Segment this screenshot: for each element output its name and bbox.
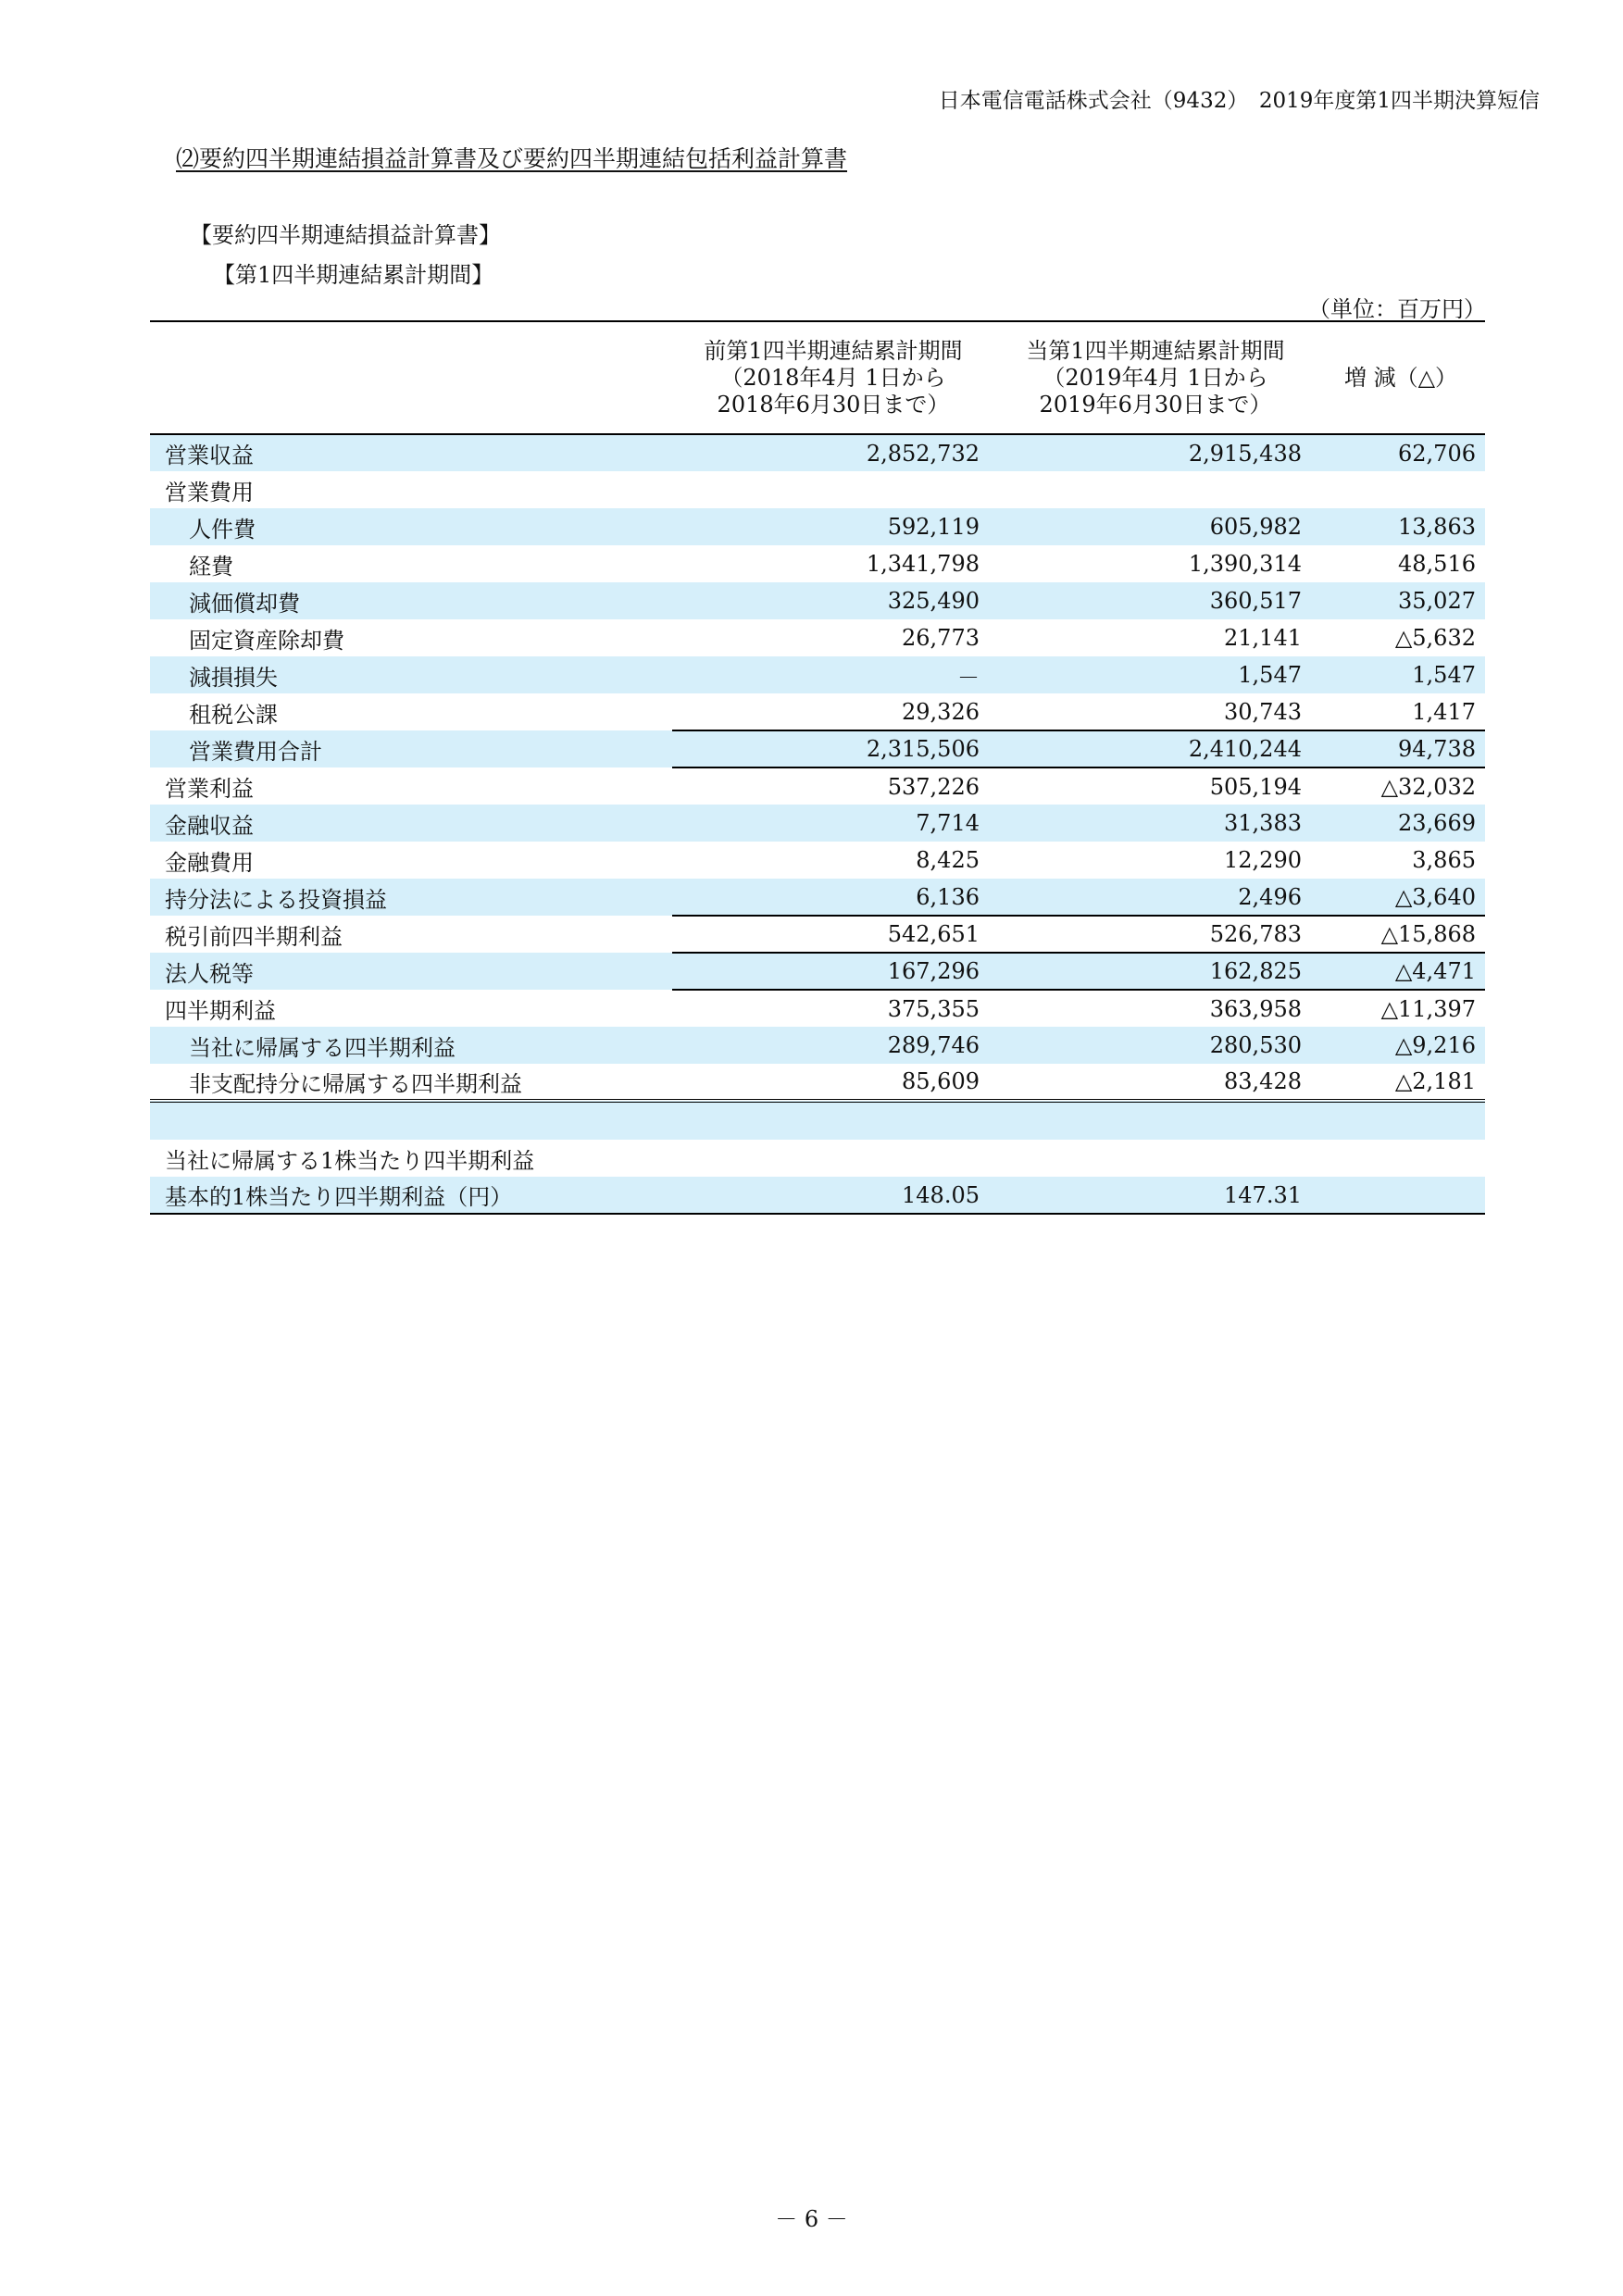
table-row xyxy=(150,842,1485,879)
row-prev-value: 85,609 xyxy=(902,1068,980,1094)
period-title: 【第1四半期連結累計期間】 xyxy=(213,262,494,288)
header-curr-period xyxy=(994,321,1317,434)
row-label: 減価償却費 xyxy=(150,582,672,619)
row-curr-value: 21,141 xyxy=(1224,625,1302,651)
header-curr-line1: 当第1四半期連結累計期間 xyxy=(1026,337,1285,364)
header-prev-line1: 前第1四半期連結累計期間 xyxy=(704,337,963,364)
row-label: 非支配持分に帰属する四半期利益 xyxy=(189,1070,522,1097)
row-curr-value: 1,390,314 xyxy=(1188,551,1302,577)
row-prev-value: 2,852,732 xyxy=(672,434,994,471)
eps-heading: 当社に帰属する1株当たり四半期利益 xyxy=(150,1140,672,1177)
table-row xyxy=(150,508,1485,545)
table-row xyxy=(150,545,1485,582)
row-curr-value: 83,428 xyxy=(1224,1068,1302,1094)
section-title: ⑵要約四半期連結損益計算書及び要約四半期連結包括利益計算書 xyxy=(176,145,848,172)
table-row xyxy=(150,767,1485,805)
row-prev-value: 8,425 xyxy=(916,847,980,873)
table-row xyxy=(150,434,1485,471)
row-diff-value xyxy=(1317,471,1485,508)
row-curr-value: 31,383 xyxy=(994,805,1317,842)
row-prev-value: 289,746 xyxy=(672,1027,994,1064)
row-diff-value: △5,632 xyxy=(1394,625,1476,651)
row-prev-value: 542,651 xyxy=(672,916,994,953)
table-row xyxy=(150,879,1485,916)
eps-curr-value: 147.31 xyxy=(994,1177,1317,1214)
header-label-cell xyxy=(150,321,672,434)
header-curr-line3: 2019年6月30日まで） xyxy=(1039,391,1272,418)
row-curr-value: 505,194 xyxy=(994,767,1317,805)
row-curr-value: 30,743 xyxy=(1224,698,1302,725)
table-row xyxy=(150,1064,1485,1101)
row-label: 当社に帰属する四半期利益 xyxy=(150,1027,672,1064)
table-row xyxy=(150,693,1485,730)
row-curr-value: 2,410,244 xyxy=(994,730,1317,767)
row-prev-value: 167,296 xyxy=(672,953,994,990)
table-row xyxy=(150,953,1485,990)
row-diff-value: 94,738 xyxy=(1317,730,1485,767)
row-curr-value: 526,783 xyxy=(994,916,1317,953)
statement-title: 【要約四半期連結損益計算書】 xyxy=(190,222,501,248)
header-prev-period xyxy=(672,321,994,434)
row-diff-value: △15,868 xyxy=(1317,916,1485,953)
unit-label: （単位：百万円） xyxy=(1308,296,1486,322)
row-diff-value: △11,397 xyxy=(1317,990,1485,1027)
row-prev-value xyxy=(672,471,994,508)
table-row xyxy=(150,471,1485,508)
row-prev-value: 2,315,506 xyxy=(672,730,994,767)
row-label: 営業費用 xyxy=(165,479,254,505)
row-curr-value: 12,290 xyxy=(1224,847,1302,873)
income-statement-table xyxy=(150,320,1485,1215)
row-label: 経費 xyxy=(189,553,233,580)
row-label: 営業利益 xyxy=(165,775,254,802)
row-prev-value: 1,341,798 xyxy=(866,551,980,577)
eps-diff-value xyxy=(1317,1177,1485,1214)
row-label: 固定資産除却費 xyxy=(189,627,344,654)
header-prev-line2: （2018年4月 1日から xyxy=(720,364,946,391)
row-diff-value: 1,547 xyxy=(1317,656,1485,693)
row-prev-value: 29,326 xyxy=(902,698,980,725)
row-label: 法人税等 xyxy=(150,953,672,990)
row-diff-value: 23,669 xyxy=(1317,805,1485,842)
table-row xyxy=(150,730,1485,767)
row-prev-value: 7,714 xyxy=(672,805,994,842)
row-label: 税引前四半期利益 xyxy=(165,923,343,950)
row-diff-value: △3,640 xyxy=(1317,879,1485,916)
row-prev-value: 26,773 xyxy=(902,625,980,651)
row-label: 減損損失 xyxy=(150,656,672,693)
row-curr-value: 363,958 xyxy=(994,990,1317,1027)
row-label: 営業収益 xyxy=(150,434,672,471)
table-spacer-row xyxy=(150,1101,1485,1140)
eps-label: 基本的1株当たり四半期利益（円） xyxy=(150,1177,672,1214)
row-prev-value: 375,355 xyxy=(672,990,994,1027)
row-prev-value: 537,226 xyxy=(672,767,994,805)
table-row xyxy=(150,805,1485,842)
eps-prev-value: 148.05 xyxy=(672,1177,994,1214)
header-curr-line2: （2019年4月 1日から xyxy=(1042,364,1268,391)
row-curr-value: 2,915,438 xyxy=(994,434,1317,471)
row-diff-value: 62,706 xyxy=(1317,434,1485,471)
row-label: 営業費用合計 xyxy=(150,730,672,767)
row-label: 人件費 xyxy=(150,508,672,545)
row-label: 四半期利益 xyxy=(165,997,276,1024)
row-diff-value: 13,863 xyxy=(1317,508,1485,545)
header-prev-line3: 2018年6月30日まで） xyxy=(717,391,950,418)
row-diff-value: △32,032 xyxy=(1317,767,1485,805)
row-curr-value: 360,517 xyxy=(994,582,1317,619)
row-diff-value: 1,417 xyxy=(1412,698,1476,725)
document-header: 日本電信電話株式会社（9432） 2019年度第1四半期決算短信 xyxy=(938,89,1540,113)
table-row xyxy=(150,1027,1485,1064)
table-row xyxy=(150,990,1485,1027)
table-row xyxy=(150,656,1485,693)
row-prev-value: 6,136 xyxy=(672,879,994,916)
row-curr-value: 280,530 xyxy=(994,1027,1317,1064)
row-prev-value: 325,490 xyxy=(672,582,994,619)
header-diff: 増 減（△） xyxy=(1343,364,1458,391)
row-prev-value: － xyxy=(672,656,994,693)
row-curr-value: 605,982 xyxy=(994,508,1317,545)
table-header-row xyxy=(150,321,1485,434)
table-row xyxy=(150,916,1485,953)
row-curr-value: 1,547 xyxy=(994,656,1317,693)
table-row xyxy=(150,582,1485,619)
row-label: 金融費用 xyxy=(165,849,254,876)
row-diff-value: 48,516 xyxy=(1398,551,1476,577)
row-curr-value xyxy=(994,471,1317,508)
row-curr-value: 2,496 xyxy=(994,879,1317,916)
eps-row xyxy=(150,1177,1485,1214)
row-diff-value: △4,471 xyxy=(1317,953,1485,990)
row-label: 租税公課 xyxy=(189,701,278,728)
eps-heading-row xyxy=(150,1140,1485,1177)
page-number: － 6 － xyxy=(775,2206,848,2232)
row-diff-value: △2,181 xyxy=(1394,1068,1476,1094)
row-diff-value: 3,865 xyxy=(1412,847,1476,873)
row-prev-value: 592,119 xyxy=(672,508,994,545)
row-curr-value: 162,825 xyxy=(994,953,1317,990)
row-label: 持分法による投資損益 xyxy=(150,879,672,916)
row-label: 金融収益 xyxy=(150,805,672,842)
row-diff-value: 35,027 xyxy=(1317,582,1485,619)
row-diff-value: △9,216 xyxy=(1317,1027,1485,1064)
table-row xyxy=(150,619,1485,656)
